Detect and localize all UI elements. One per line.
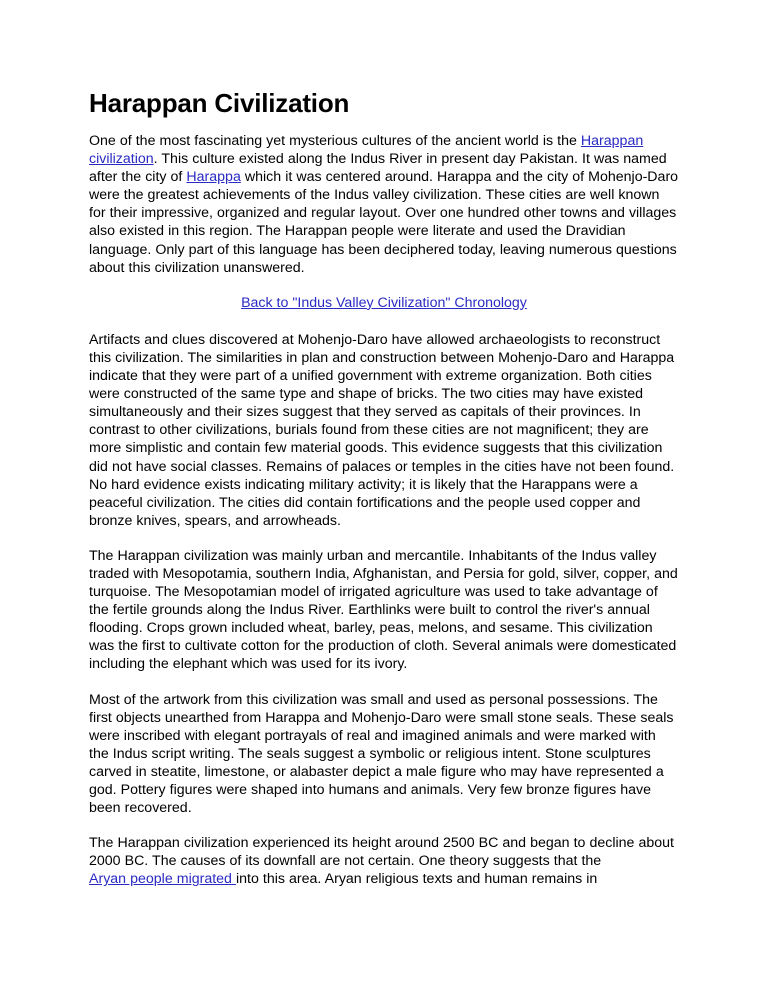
page-title: Harappan Civilization bbox=[89, 88, 350, 118]
link-harappan-civilization[interactable]: Harappan civilization bbox=[89, 133, 644, 168]
paragraph-archaeology: Artifacts and clues discovered at Mohenjo-Daro have allowed archaeologists to reconstruct this civilization. The similarities in plan and construction between Mohenjo-Daro and Harappa indicate that they were part of a unified government with extreme organization. Both cities were constructed of the same type and shape of bricks. The two cities may have existed simultaneously and their sizes suggest that they served as capitals of their provinces. In contrast to other civilizations, burials found from these cities are not magnificent; they are more simplistic and contain few material goods. This evidence suggests that this civilization did not have social classes. Remains of palaces or temples in the cities have not been found. No hard evidence exists indicating military activity; it is likely that the Harappans were a peaceful civilization. The cities did contain fortifications and the people used copper and bronze knives, spears, and arrowheads. bbox=[89, 331, 675, 529]
paragraph-artwork: Most of the artwork from this civilization was small and used as personal possessions. The first objects unearthed from Harappa and Mohenjo-Daro were small stone seals. These seals were inscribed with elegant portrayals of real and imagined animals and were marked with the Indus script writing. The seals suggest a symbolic or religious intent. Stone sculptures carved in steatite, limestone, or alabaster depict a male figure who may have represented a god. Pottery figures were shaped into humans and animals. Very few bronze figures have been recovered. bbox=[89, 691, 674, 817]
paragraph-intro-text-3: which it was centered around. Harappa and the city of Mohenjo-Daro were the greatest achievements of the Indus valley civilization. These cities are well known for their impressive, organized and regular layout. Over one hundred other towns and villages also existed in this region. The Harappan people were literate and used the Dravidian language. Only part of this language has been deciphered today, leaving numerous questions about this civilization unanswered. bbox=[89, 169, 679, 276]
link-indus-valley-chronology[interactable]: Back to "Indus Valley Civilization" Chronology bbox=[241, 294, 527, 311]
link-harappa[interactable]: Harappa bbox=[186, 169, 241, 186]
chronology-link-row bbox=[89, 294, 679, 312]
paragraph-intro-text-2: . This culture existed along the Indus River in present day Pakistan. It was named after the city of bbox=[89, 151, 667, 186]
paragraph-intro-text-1: One of the most fascinating yet mysterious cultures of the ancient world is the bbox=[89, 133, 581, 149]
link-aryan-people-migrated[interactable]: Aryan people migrated bbox=[89, 871, 236, 888]
paragraph-intro bbox=[89, 132, 679, 277]
paragraph-decline-text-1: The Harappan civilization experienced its height around 2500 BC and began to decline about 2000 BC. The causes of its downfall are not certain. One theory suggests that the bbox=[89, 835, 674, 870]
paragraph-decline bbox=[89, 834, 679, 888]
paragraph-decline-text-2: into this area. Aryan religious texts and human remains in bbox=[236, 871, 598, 888]
paragraph-trade-agriculture: The Harappan civilization was mainly urban and mercantile. Inhabitants of the Indus valley traded with Mesopotamia, southern India, Afghanistan, and Persia for gold, silver, copper, and turquoise. The Mesopotamian model of irrigated agriculture was used to take advantage of the fertile grounds along the Indus River. Earthlinks were built to control the river's annual flooding. Crops grown included wheat, barley, peas, melons, and sesame. This civilization was the first to cultivate cotton for the production of cloth. Several animals were domesticated including the elephant which was used for its ivory. bbox=[89, 547, 678, 673]
